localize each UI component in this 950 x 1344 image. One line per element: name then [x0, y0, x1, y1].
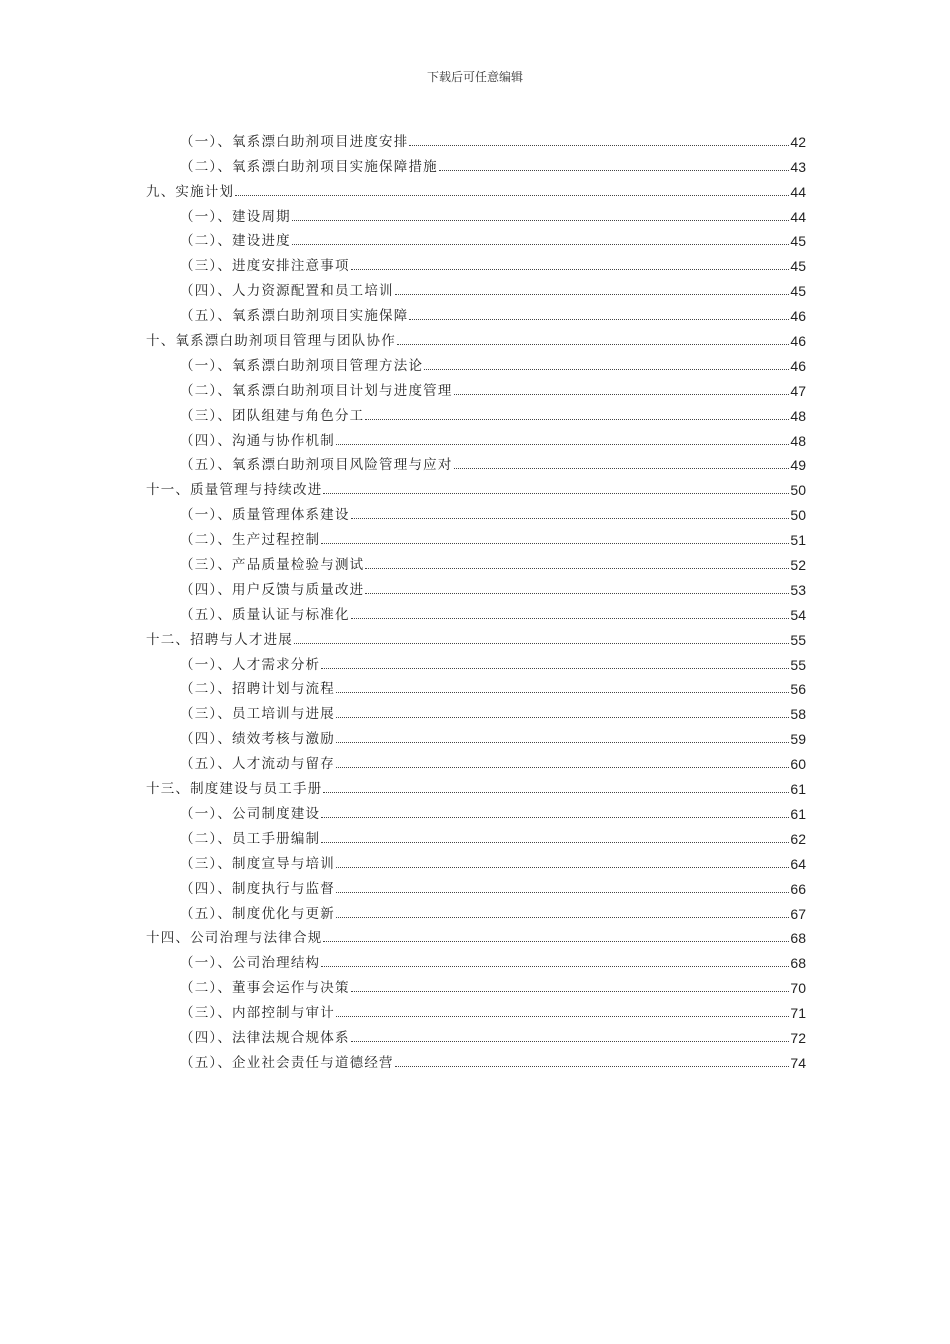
toc-section-entry[interactable]: [146, 125, 806, 150]
toc-page-number: 60: [790, 756, 806, 773]
toc-section-entry[interactable]: [146, 971, 806, 996]
dot-leader: [454, 467, 790, 469]
toc-page-number: 55: [790, 656, 806, 673]
dot-leader: [336, 741, 789, 743]
toc-page-number: 56: [790, 681, 806, 698]
toc-page-number: 44: [790, 183, 806, 200]
toc-page-number: 61: [790, 781, 806, 798]
toc-entry-label: （二）、员工手册编制: [180, 830, 321, 847]
dot-leader: [336, 916, 789, 918]
toc-entry-label: （五）、人才流动与留存: [180, 756, 335, 773]
dot-leader: [323, 492, 789, 494]
toc-page-number: 68: [790, 930, 806, 947]
toc-section-entry[interactable]: [146, 1046, 806, 1071]
toc-chapter-entry[interactable]: [146, 175, 806, 200]
toc-section-entry[interactable]: [146, 374, 806, 399]
dot-leader: [323, 791, 789, 793]
toc-page-number: 64: [790, 855, 806, 872]
toc-section-entry[interactable]: [146, 573, 806, 598]
toc-section-entry[interactable]: [146, 225, 806, 250]
toc-section-entry[interactable]: [146, 1021, 806, 1046]
toc-entry-label: 十二、招聘与人才进展: [146, 631, 293, 648]
toc-entry-label: （五）、企业社会责任与道德经营: [180, 1054, 394, 1071]
dot-leader: [235, 194, 789, 196]
dot-leader: [395, 1065, 790, 1067]
toc-chapter-entry[interactable]: [146, 473, 806, 498]
toc-entry-label: （二）、招聘计划与流程: [180, 681, 335, 698]
toc-page-number: 66: [790, 880, 806, 897]
toc-page-number: 62: [790, 830, 806, 847]
toc-entry-label: （四）、法律法规合规体系: [180, 1029, 350, 1046]
page-header: 下载后可任意编辑: [426, 70, 523, 84]
dot-leader: [409, 144, 789, 146]
toc-entry-label: 十一、质量管理与持续改进: [146, 482, 323, 499]
toc-section-entry[interactable]: [146, 897, 806, 922]
toc-entry-label: （四）、制度执行与监督: [180, 880, 335, 897]
toc-page-number: 48: [790, 407, 806, 424]
toc-entry-label: （一）、氧系漂白助剂项目进度安排: [180, 133, 409, 150]
toc-entry-label: （三）、产品质量检验与测试: [180, 557, 365, 574]
toc-entry-label: （三）、制度宣导与培训: [180, 855, 335, 872]
toc-section-entry[interactable]: [146, 523, 806, 548]
dot-leader: [292, 219, 790, 221]
toc-section-entry[interactable]: [146, 424, 806, 449]
toc-entry-label: （二）、氧系漂白助剂项目实施保障措施: [180, 158, 438, 175]
toc-section-entry[interactable]: [146, 299, 806, 324]
toc-page-number: 51: [790, 532, 806, 549]
dot-leader: [336, 766, 789, 768]
toc-entry-label: （四）、绩效考核与激励: [180, 731, 335, 748]
toc-entry-label: （三）、团队组建与角色分工: [180, 407, 365, 424]
toc-entry-label: （五）、氧系漂白助剂项目风险管理与应对: [180, 457, 453, 474]
toc-page-number: 46: [790, 333, 806, 350]
toc-section-entry[interactable]: [146, 847, 806, 872]
dot-leader: [365, 592, 789, 594]
toc-entry-label: 九、实施计划: [146, 183, 235, 200]
toc-entry-label: （一）、公司制度建设: [180, 805, 321, 822]
toc-entry-label: （三）、内部控制与审计: [180, 1005, 335, 1022]
dot-leader: [336, 891, 789, 893]
toc-page-number: 70: [790, 980, 806, 997]
toc-entry-label: （五）、氧系漂白助剂项目实施保障: [180, 308, 409, 325]
dot-leader: [336, 716, 789, 718]
toc-page-number: 52: [790, 557, 806, 574]
toc-page-number: 74: [790, 1054, 806, 1071]
toc-section-entry[interactable]: [146, 548, 806, 573]
toc-page-number: 49: [790, 457, 806, 474]
toc-page-number: 46: [790, 357, 806, 374]
dot-leader: [395, 293, 790, 295]
dot-leader: [321, 542, 789, 544]
toc-page-number: 67: [790, 905, 806, 922]
toc-section-entry[interactable]: [146, 150, 806, 175]
dot-leader: [292, 243, 790, 245]
toc-page-number: 44: [790, 208, 806, 225]
dot-leader: [323, 940, 789, 942]
toc-chapter-entry[interactable]: [146, 922, 806, 947]
dot-leader: [409, 318, 789, 320]
toc-page-number: 72: [790, 1029, 806, 1046]
toc-section-entry[interactable]: [146, 946, 806, 971]
toc-entry-label: 十、氧系漂白助剂项目管理与团队协作: [146, 333, 396, 350]
toc-section-entry[interactable]: [146, 399, 806, 424]
toc-chapter-entry[interactable]: [146, 623, 806, 648]
dot-leader: [336, 443, 789, 445]
dot-leader: [321, 667, 789, 669]
toc-page-number: 50: [790, 507, 806, 524]
dot-leader: [351, 268, 790, 270]
toc-chapter-entry[interactable]: [146, 324, 806, 349]
toc-section-entry[interactable]: [146, 498, 806, 523]
toc-page-number: 58: [790, 706, 806, 723]
dot-leader: [439, 169, 790, 171]
toc-section-entry[interactable]: [146, 648, 806, 673]
toc-section-entry[interactable]: [146, 249, 806, 274]
toc-page-number: 45: [790, 233, 806, 250]
dot-leader: [321, 816, 789, 818]
toc-entry-label: （一）、质量管理体系建设: [180, 507, 350, 524]
toc-section-entry[interactable]: [146, 822, 806, 847]
toc-page-number: 42: [790, 133, 806, 150]
toc-page-number: 47: [790, 382, 806, 399]
toc-page-number: 53: [790, 581, 806, 598]
toc-page-number: 46: [790, 308, 806, 325]
toc-section-entry[interactable]: [146, 449, 806, 474]
toc-entry-label: （一）、氧系漂白助剂项目管理方法论: [180, 357, 424, 374]
toc-page-number: 55: [790, 631, 806, 648]
toc-entry-label: （四）、用户反馈与质量改进: [180, 581, 365, 598]
toc-section-entry[interactable]: [146, 349, 806, 374]
dot-leader: [424, 368, 789, 370]
dot-leader: [365, 567, 789, 569]
dot-leader: [336, 866, 789, 868]
dot-leader: [365, 418, 789, 420]
toc-entry-label: （一）、建设周期: [180, 208, 291, 225]
toc-page-number: 61: [790, 805, 806, 822]
toc-page-number: 43: [790, 158, 806, 175]
toc-entry-label: （四）、沟通与协作机制: [180, 432, 335, 449]
toc-page-number: 45: [790, 283, 806, 300]
toc-section-entry[interactable]: [146, 872, 806, 897]
dot-leader: [351, 517, 790, 519]
toc-section-entry[interactable]: [146, 673, 806, 698]
toc-section-entry[interactable]: [146, 200, 806, 225]
toc-entry-label: （五）、制度优化与更新: [180, 905, 335, 922]
toc-page-number: 50: [790, 482, 806, 499]
dot-leader: [397, 343, 790, 345]
toc-section-entry[interactable]: [146, 996, 806, 1021]
toc-section-entry[interactable]: [146, 722, 806, 747]
toc-section-entry[interactable]: [146, 274, 806, 299]
toc-page-number: 48: [790, 432, 806, 449]
dot-leader: [321, 841, 789, 843]
toc-entry-label: （二）、氧系漂白助剂项目计划与进度管理: [180, 382, 453, 399]
toc-page-number: 54: [790, 606, 806, 623]
toc-section-entry[interactable]: [146, 598, 806, 623]
toc-page-number: 68: [790, 955, 806, 972]
toc-entry-label: （二）、董事会运作与决策: [180, 980, 350, 997]
toc-entry-label: （二）、生产过程控制: [180, 532, 321, 549]
toc-chapter-entry[interactable]: [146, 772, 806, 797]
dot-leader: [454, 393, 790, 395]
dot-leader: [294, 642, 789, 644]
toc-entry-label: 十四、公司治理与法律合规: [146, 930, 323, 947]
toc-section-entry[interactable]: [146, 797, 806, 822]
toc-section-entry[interactable]: [146, 747, 806, 772]
toc-entry-label: （一）、人才需求分析: [180, 656, 321, 673]
toc-entry-label: （五）、质量认证与标准化: [180, 606, 350, 623]
dot-leader: [351, 1040, 790, 1042]
dot-leader: [351, 990, 790, 992]
toc-page-number: 45: [790, 258, 806, 275]
toc-entry-label: （三）、员工培训与进展: [180, 706, 335, 723]
toc-entry-label: （一）、公司治理结构: [180, 955, 321, 972]
toc-entry-label: （四）、人力资源配置和员工培训: [180, 283, 394, 300]
toc-page-number: 59: [790, 731, 806, 748]
dot-leader: [351, 617, 790, 619]
toc-page-number: 71: [790, 1005, 806, 1022]
dot-leader: [336, 1015, 789, 1017]
toc-entry-label: （三）、进度安排注意事项: [180, 258, 350, 275]
dot-leader: [336, 691, 789, 693]
toc-entry-label: （二）、建设进度: [180, 233, 291, 250]
table-of-contents: [146, 125, 806, 1071]
toc-entry-label: 十三、制度建设与员工手册: [146, 781, 323, 798]
dot-leader: [321, 965, 789, 967]
toc-section-entry[interactable]: [146, 697, 806, 722]
